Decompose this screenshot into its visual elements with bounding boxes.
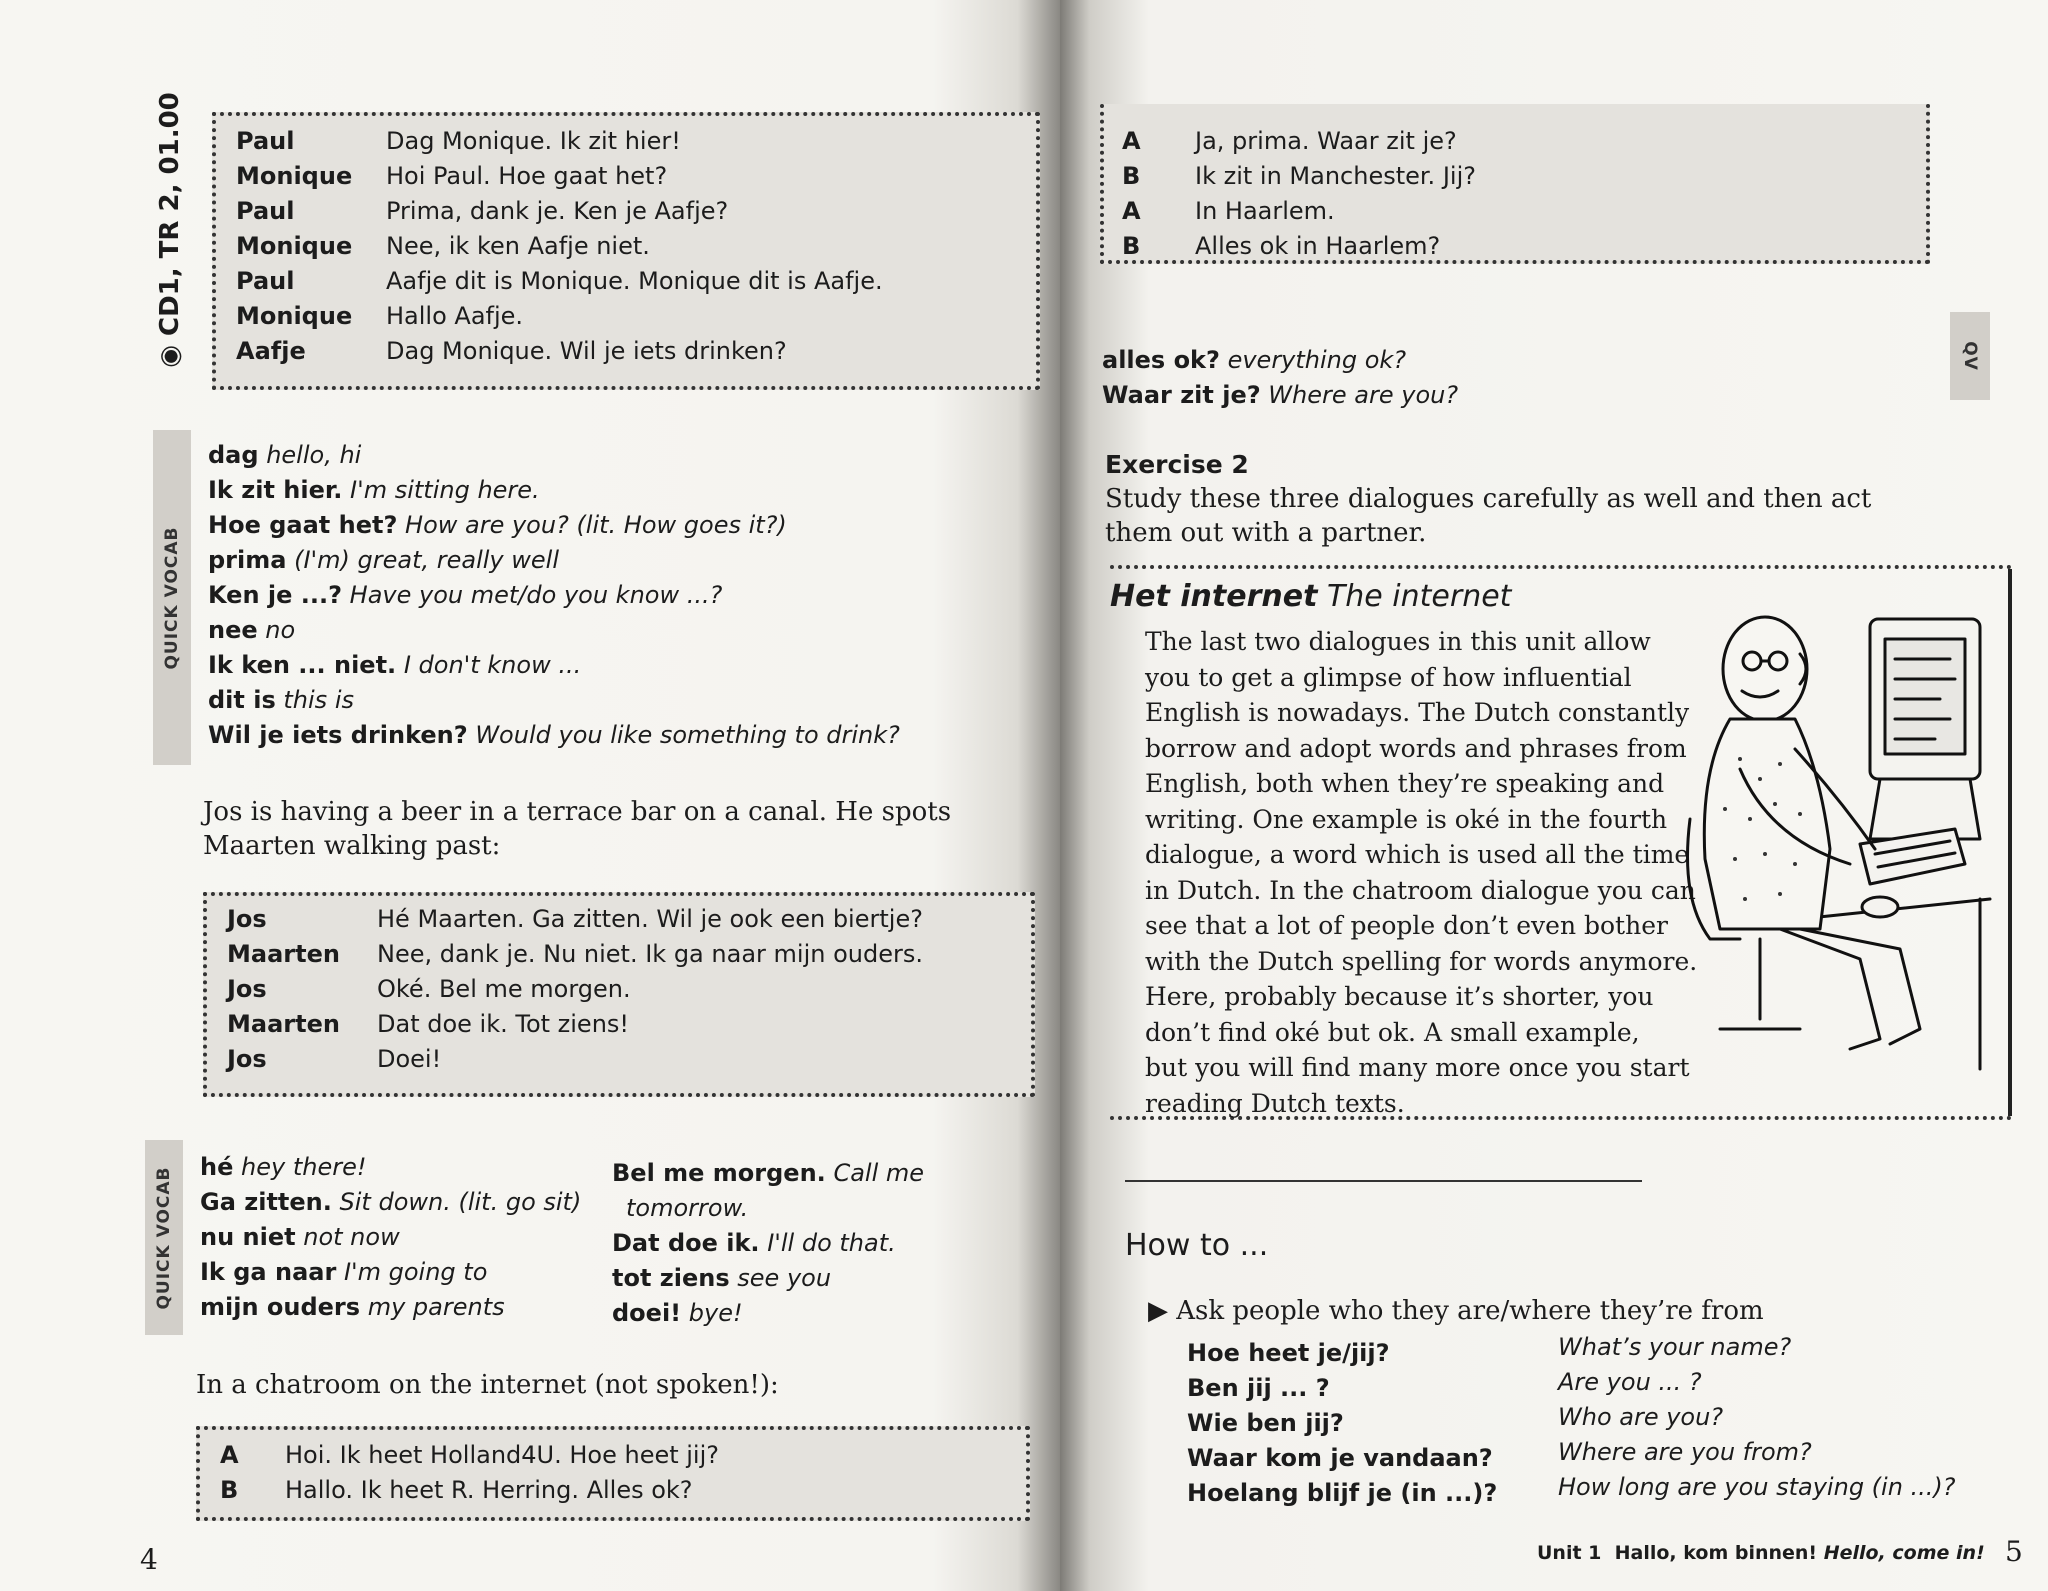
section-divider: [1125, 1180, 1642, 1182]
bullet-arrow-icon: ▶: [1148, 1296, 1168, 1326]
vocab-item: [208, 613, 900, 648]
vocab-term: alles ok?: [1102, 346, 1220, 374]
speaker: Monique: [236, 162, 353, 190]
vocab-item: [208, 508, 900, 543]
dialogue-line: Oké. Bel me morgen.: [377, 975, 631, 1003]
vocab-item: [612, 1191, 924, 1226]
dialogue-line: Hoi. Ik heet Holland4U. Hoe heet jij?: [285, 1441, 720, 1469]
dialogue-2: [203, 892, 1035, 1097]
vocab-item: [200, 1255, 581, 1290]
howto-phrase-en: What’s your name?: [1558, 1333, 1792, 1361]
dialogue-row: [236, 264, 883, 299]
howto-phrases-nl: [1187, 1336, 1497, 1511]
dialogue-line: Doei!: [377, 1045, 442, 1073]
vocab-meaning: I'm going to: [343, 1258, 488, 1286]
vocab-term: Ik ken ... niet.: [208, 651, 397, 679]
howto-phrase-en: Where are you from?: [1558, 1438, 1812, 1466]
dialogue-line: Ik zit in Manchester. Jij?: [1195, 162, 1476, 190]
dialogue-1-table: [236, 124, 883, 369]
dialogue-row: [236, 229, 883, 264]
quick-vocab-label: QUICK VOCAB: [162, 525, 182, 670]
vocab-term: Ken je ...?: [208, 581, 343, 609]
vocab-term: Wil je iets drinken?: [208, 721, 468, 749]
internet-line: borrow and adopt words and phrases from: [1145, 733, 1687, 763]
dialogue-row: [1122, 124, 1476, 159]
vocab-meaning: my parents: [367, 1293, 505, 1321]
speaker-icon: ◉: [155, 336, 185, 368]
quick-vocab-tab-1: [153, 430, 191, 765]
vocab-item: [208, 578, 900, 613]
vocab-meaning: tomorrow.: [626, 1194, 749, 1222]
internet-line: dialogue, a word which is used all the time: [1145, 840, 1690, 869]
vocab-list-2-col-1: [200, 1150, 581, 1325]
vocab-term: Dat doe ik.: [612, 1229, 760, 1257]
vocab-meaning: I'll do that.: [767, 1229, 896, 1257]
dialogue-line: Dat doe ik. Tot ziens!: [377, 1010, 630, 1038]
dialogue-line: Alles ok in Haarlem?: [1195, 232, 1441, 260]
vocab-list-1: [208, 438, 900, 753]
internet-line: with the Dutch spelling for words anymore.: [1145, 946, 1698, 976]
speaker: A: [1122, 127, 1141, 155]
internet-title-nl: Het internet: [1110, 579, 1318, 614]
internet-line: in Dutch. In the chatroom dialogue you can: [1145, 875, 1696, 905]
vocab-item: [200, 1290, 581, 1325]
footer-unit: Unit 1: [1537, 1542, 1602, 1564]
vocab-meaning: bye!: [688, 1299, 743, 1327]
box-right-border: [2008, 569, 2012, 1116]
intro-paragraph-2: Jos is having a beer in a terrace bar on a canal. He spots Maarten walking past:: [203, 797, 952, 861]
track-label-text: CD1, TR 2, 01.00: [155, 92, 185, 336]
internet-line: English, both when they’re speaking and: [1145, 769, 1665, 798]
internet-line: The last two dialogues in this unit allow: [1145, 627, 1651, 656]
speaker: Maarten: [227, 940, 340, 968]
vocab-meaning: Have you met/do you know ...?: [349, 581, 723, 609]
vocab-meaning: see you: [737, 1264, 832, 1292]
dialogue-line: Hallo Aafje.: [386, 302, 524, 330]
howto-phrase-en: How long are you staying (in ...)?: [1558, 1473, 1956, 1501]
vocab-term: mijn ouders: [200, 1293, 361, 1321]
vocab-item: [1102, 378, 1458, 413]
internet-line: don’t find oké but ok. A small example,: [1145, 1017, 1640, 1047]
howto-phrase-en: Who are you?: [1558, 1403, 1724, 1431]
speaker: Monique: [236, 232, 353, 260]
qv-label: QV: [1960, 341, 1980, 371]
howto-phrase-nl: Hoe heet je/jij?: [1187, 1339, 1390, 1367]
exercise-title: Exercise 2: [1105, 450, 1249, 479]
vocab-term: Hoe gaat het?: [208, 511, 398, 539]
man-at-computer-illustration: [1680, 599, 2000, 1079]
vocab-item: [208, 718, 900, 753]
internet-box-text: [1145, 624, 1697, 1121]
internet-line: English is nowadays. The Dutch constantly: [1145, 698, 1690, 727]
dialogue-line: Dag Monique. Ik zit hier!: [386, 127, 681, 155]
howto-phrase-nl: Waar kom je vandaan?: [1187, 1444, 1493, 1472]
vocab-term: tot ziens: [612, 1264, 730, 1292]
vocab-term: dag: [208, 441, 259, 469]
dialogue-row: [227, 1007, 923, 1042]
speaker: Paul: [236, 197, 295, 225]
vocab-term: nee: [208, 616, 258, 644]
vocab-item: [612, 1156, 924, 1191]
vocab-meaning: hello, hi: [266, 441, 362, 469]
quick-vocab-label: QUICK VOCAB: [154, 1165, 174, 1310]
vocab-meaning: How are you? (lit. How goes it?): [405, 511, 787, 539]
internet-box-title: [1110, 579, 1511, 614]
vocab-item: [1102, 343, 1458, 378]
dialogue-row: [220, 1473, 719, 1508]
vocab-meaning: I'm sitting here.: [350, 476, 540, 504]
vocab-term: Ik zit hier.: [208, 476, 343, 504]
vocab-meaning: hey there!: [241, 1153, 367, 1181]
vocab-term: dit is: [208, 686, 276, 714]
vocab-item: [208, 438, 900, 473]
speaker: Jos: [227, 905, 267, 933]
vocab-meaning: Sit down. (lit. go sit): [339, 1188, 582, 1216]
dialogue-row: [227, 937, 923, 972]
vocab-item: [612, 1296, 924, 1331]
speaker: A: [220, 1441, 239, 1469]
exercise-text: Study these three dialogues carefully as well and then act them out with a partner.: [1105, 484, 1872, 548]
vocab-item: [612, 1226, 924, 1261]
vocab-term: hé: [200, 1153, 234, 1181]
dialogue-row: [236, 159, 883, 194]
vocab-item: [208, 683, 900, 718]
dialogue-line: In Haarlem.: [1195, 197, 1335, 225]
howto-bullet: [1148, 1296, 1764, 1326]
speaker: Monique: [236, 302, 353, 330]
vocab-item: [612, 1261, 924, 1296]
vocab-item: [200, 1185, 581, 1220]
dialogue-2-table: [227, 902, 923, 1077]
qv-tab: [1950, 312, 1990, 400]
vocab-term: prima: [208, 546, 287, 574]
howto-title: How to ...: [1125, 1228, 1269, 1263]
howto-phrase-nl: Wie ben jij?: [1187, 1409, 1344, 1437]
dialogue-line: Hé Maarten. Ga zitten. Wil je ook een biertje?: [377, 905, 923, 933]
dialogue-row: [236, 334, 883, 369]
vocab-list-3: [1102, 343, 1458, 413]
intro-paragraph-3: In a chatroom on the internet (not spoken!):: [196, 1370, 779, 1400]
vocab-item: [200, 1220, 581, 1255]
cd-track-label: [150, 92, 190, 368]
howto-phrase-en: Are you ... ?: [1558, 1368, 1702, 1396]
dialogue-row: [1122, 194, 1476, 229]
internet-line: Here, probably because it’s shorter, you: [1145, 982, 1654, 1011]
speaker: B: [1122, 162, 1141, 190]
speaker: A: [1122, 197, 1141, 225]
dialogue-3-continued: [1100, 104, 1930, 264]
vocab-meaning: Call me: [833, 1159, 925, 1187]
dialogue-row: [1122, 159, 1476, 194]
vocab-term: Bel me morgen.: [612, 1159, 826, 1187]
vocab-term: doei!: [612, 1299, 682, 1327]
speaker: Jos: [227, 975, 267, 1003]
vocab-meaning: I don't know ...: [403, 651, 582, 679]
dialogue-row: [236, 194, 883, 229]
dialogue-row: [1122, 229, 1476, 264]
vocab-term: nu niet: [200, 1223, 296, 1251]
page-number-left: 4: [140, 1543, 158, 1576]
dialogue-row: [227, 902, 923, 937]
dialogue-3-table: [220, 1438, 719, 1508]
dialogue-line: Dag Monique. Wil je iets drinken?: [386, 337, 787, 365]
speaker: Paul: [236, 127, 295, 155]
dialogue-row: [227, 1042, 923, 1077]
dialogue-line: Ja, prima. Waar zit je?: [1195, 127, 1457, 155]
footer-title-en: Hello, come in!: [1823, 1542, 1985, 1564]
howto-phrase-nl: Ben jij ... ?: [1187, 1374, 1330, 1402]
dialogue-row: [220, 1438, 719, 1473]
speaker: Paul: [236, 267, 295, 295]
speaker: Jos: [227, 1045, 267, 1073]
internet-title-en: The internet: [1326, 579, 1512, 614]
vocab-meaning: Would you like something to drink?: [475, 721, 900, 749]
dialogue-3-cont-table: [1122, 124, 1476, 264]
internet-info-box: [1110, 565, 2012, 1120]
footer-title-nl: Hallo, kom binnen!: [1614, 1542, 1818, 1564]
dialogue-3: [196, 1426, 1030, 1521]
dialogue-row: [227, 972, 923, 1007]
dialogue-row: [236, 299, 883, 334]
vocab-list-2-col-2: [612, 1156, 924, 1331]
internet-line: you to get a glimpse of how influential: [1145, 662, 1632, 692]
dialogue-1: [212, 112, 1040, 390]
vocab-meaning: (I'm) great, really well: [294, 546, 559, 574]
vocab-meaning: Where are you?: [1268, 381, 1459, 409]
vocab-term: Ik ga naar: [200, 1258, 337, 1286]
dialogue-line: Prima, dank je. Ken je Aafje?: [386, 197, 729, 225]
internet-line: see that a lot of people don’t even bother: [1145, 911, 1668, 940]
page-number-right: 5: [2005, 1535, 2023, 1568]
vocab-term: Ga zitten.: [200, 1188, 332, 1216]
vocab-item: [208, 543, 900, 578]
vocab-item: [208, 648, 900, 683]
internet-line: writing. One example is oké in the fourth: [1145, 804, 1668, 834]
quick-vocab-tab-2: [145, 1140, 183, 1335]
vocab-item: [208, 473, 900, 508]
howto-phrase-nl: Hoelang blijf je (in ...)?: [1187, 1479, 1498, 1507]
speaker: B: [220, 1476, 239, 1504]
dialogue-line: Hallo. Ik heet R. Herring. Alles ok?: [285, 1476, 693, 1504]
dialogue-line: Hoi Paul. Hoe gaat het?: [386, 162, 668, 190]
speaker: B: [1122, 232, 1141, 260]
dialogue-line: Nee, ik ken Aafje niet.: [386, 232, 650, 260]
vocab-meaning: no: [265, 616, 296, 644]
vocab-item: [200, 1150, 581, 1185]
internet-line: reading Dutch texts.: [1145, 1088, 1405, 1118]
vocab-term: Waar zit je?: [1102, 381, 1261, 409]
howto-bullet-text: Ask people who they are/where they’re from: [1176, 1296, 1764, 1326]
howto-phrases-en: [1558, 1330, 1956, 1505]
vocab-meaning: not now: [303, 1223, 400, 1251]
speaker: Aafje: [236, 337, 306, 365]
vocab-meaning: everything ok?: [1227, 346, 1407, 374]
vocab-meaning: this is: [283, 686, 354, 714]
running-footer: [1537, 1542, 1985, 1564]
dialogue-line: Nee, dank je. Nu niet. Ik ga naar mijn ouders.: [377, 940, 923, 968]
dialogue-line: Aafje dit is Monique. Monique dit is Aafje.: [386, 267, 883, 295]
speaker: Maarten: [227, 1010, 340, 1038]
dialogue-row: [236, 124, 883, 159]
internet-line: but you will find many more once you start: [1145, 1053, 1690, 1082]
